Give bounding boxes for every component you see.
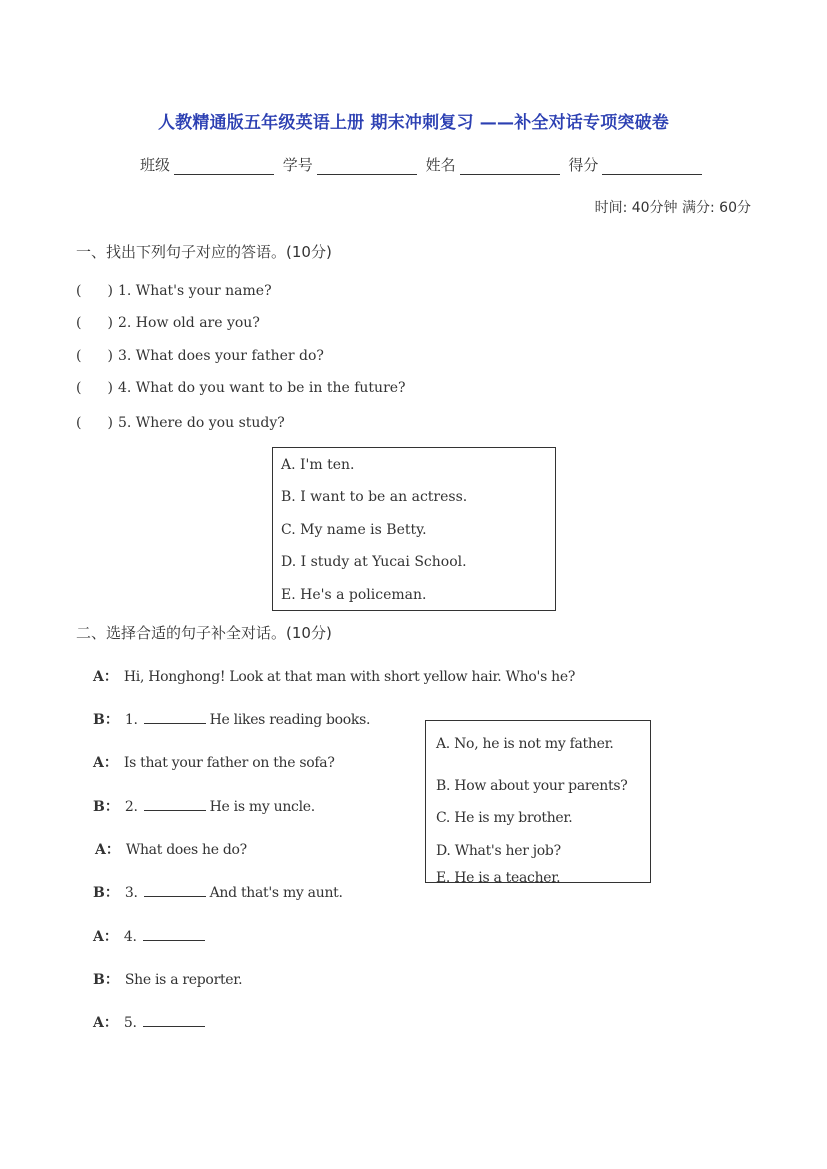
class-blank[interactable] bbox=[174, 159, 274, 175]
answer-blank[interactable] bbox=[144, 710, 206, 724]
option-item: A. I'm ten. bbox=[281, 457, 355, 473]
option-item: E. He's a policeman. bbox=[281, 587, 427, 603]
question-text: 4. What do you want to be in the future? bbox=[118, 380, 406, 396]
score-blank[interactable] bbox=[602, 159, 702, 175]
dialogue-line: A： 4. bbox=[93, 926, 209, 946]
class-label: 班级 bbox=[140, 156, 171, 174]
question-row bbox=[76, 348, 324, 364]
student-info-row bbox=[140, 154, 706, 175]
question-row bbox=[76, 380, 406, 396]
dialogue-line: B： 1. He likes reading books. bbox=[93, 712, 371, 728]
option-item: D. What's her job? bbox=[436, 843, 561, 859]
name-blank[interactable] bbox=[460, 159, 560, 175]
answer-blank[interactable] bbox=[143, 1013, 205, 1027]
name-label: 姓名 bbox=[425, 156, 456, 174]
answer-paren[interactable]: ( ) bbox=[76, 380, 113, 396]
question-row bbox=[76, 415, 285, 431]
time-note: 时间: 40分钟 满分: 60分 bbox=[594, 200, 751, 216]
dialogue-line: B： 3. And that's my aunt. bbox=[93, 885, 343, 901]
question-row bbox=[76, 283, 272, 299]
dialogue-line: B： 2. He is my uncle. bbox=[93, 799, 315, 815]
question-text: 1. What's your name? bbox=[118, 283, 272, 299]
dialogue-line: B： She is a reporter. bbox=[93, 972, 243, 988]
option-item: E. He is a teacher. bbox=[436, 870, 561, 883]
question-text: 3. What does your father do? bbox=[118, 348, 324, 364]
answer-blank[interactable] bbox=[143, 927, 205, 941]
question-text: 5. Where do you study? bbox=[118, 415, 285, 431]
section1-heading: 一、找出下列句子对应的答语。(10分) bbox=[76, 243, 332, 261]
section1-options-box bbox=[272, 447, 556, 611]
page-title: 人教精通版五年级英语上册 期末冲刺复习 ——补全对话专项突破卷 bbox=[157, 113, 670, 133]
option-item: D. I study at Yucai School. bbox=[281, 554, 467, 570]
number-label: 学号 bbox=[282, 156, 313, 174]
section2-heading: 二、选择合适的句子补全对话。(10分) bbox=[76, 624, 332, 642]
dialogue-line: A： Is that your father on the sofa? bbox=[93, 755, 335, 771]
option-item: C. My name is Betty. bbox=[281, 522, 427, 538]
question-text: 2. How old are you? bbox=[118, 315, 260, 331]
answer-paren[interactable]: ( ) bbox=[76, 348, 113, 364]
answer-blank[interactable] bbox=[144, 797, 206, 811]
answer-blank[interactable] bbox=[144, 883, 206, 897]
answer-paren[interactable]: ( ) bbox=[76, 415, 113, 431]
option-item: A. No, he is not my father. bbox=[436, 736, 614, 752]
answer-paren[interactable]: ( ) bbox=[76, 315, 113, 331]
dialogue-line: A： What does he do? bbox=[95, 842, 247, 858]
score-label: 得分 bbox=[568, 156, 599, 174]
answer-paren[interactable]: ( ) bbox=[76, 283, 113, 299]
number-blank[interactable] bbox=[317, 159, 417, 175]
dialogue-line: A： Hi, Honghong! Look at that man with short yellow hair. Who's he? bbox=[93, 669, 576, 685]
dialogue-line: A： 5. bbox=[93, 1012, 209, 1032]
option-item: B. How about your parents? bbox=[436, 778, 628, 794]
option-item: C. He is my brother. bbox=[436, 810, 573, 826]
option-item: B. I want to be an actress. bbox=[281, 489, 468, 505]
section2-options-box bbox=[425, 720, 651, 883]
question-row bbox=[76, 315, 260, 331]
